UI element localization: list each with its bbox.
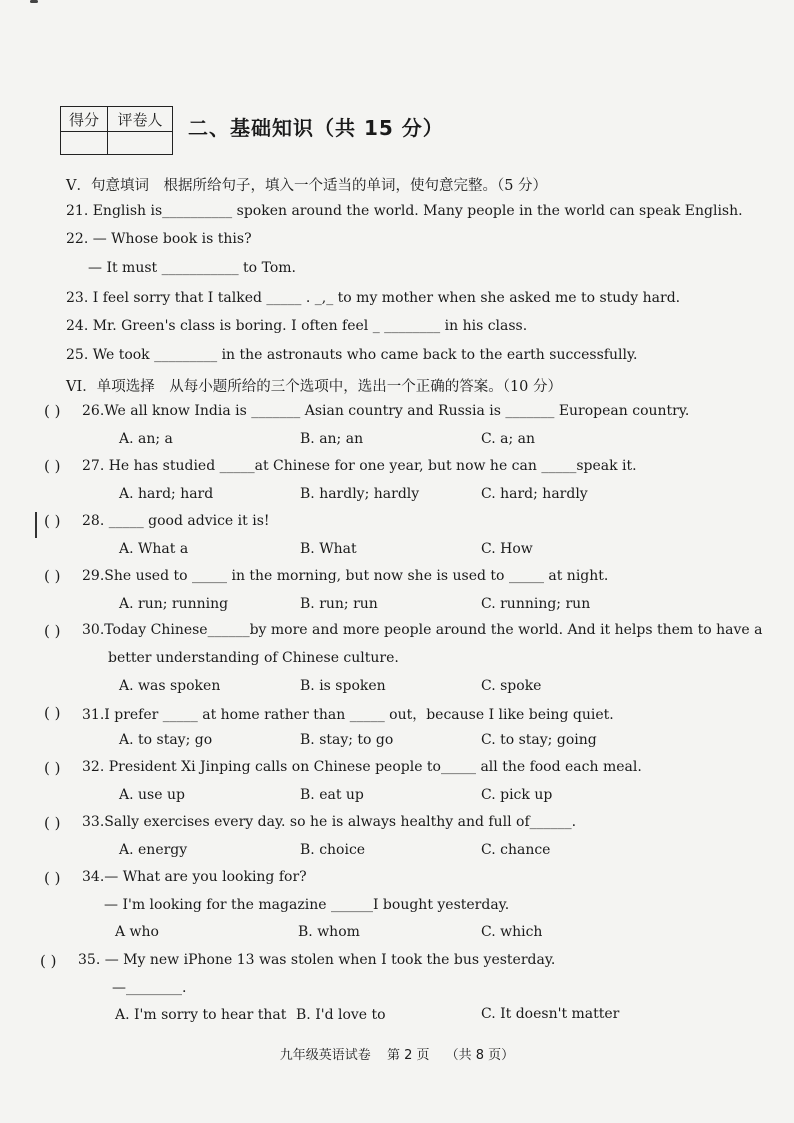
option-35-a: A. I'm sorry to hear that xyxy=(115,1007,287,1023)
option-33-b: B. choice xyxy=(300,842,366,858)
option-33-a: A. energy xyxy=(119,842,188,858)
option-28-b: B. What xyxy=(300,541,357,557)
option-34-a: A who xyxy=(115,924,159,940)
question-35-cont: —________. xyxy=(112,980,187,996)
section6-title: VI．单项选择 从每小题所给的三个选项中，选出一个正确的答案。（10 分） xyxy=(66,379,563,395)
question-25: 25. We took _________ in the astronauts who came back to the earth successfully. xyxy=(66,347,638,363)
question-30: 30.Today Chinese______by more and more people around the world. And it helps them to have a xyxy=(82,622,763,638)
margin-mark xyxy=(35,512,37,538)
question-26: 26.We all know India is _______ Asian country and Russia is _______ European country. xyxy=(82,403,690,419)
option-26-c: C. a; an xyxy=(481,431,535,447)
answer-bracket-35[interactable]: ( ) xyxy=(40,952,57,970)
question-21: 21. English is__________ spoken around the world. Many people in the world can speak English. xyxy=(66,203,743,219)
part-title: 二、基础知识（共 15 分） xyxy=(188,116,444,140)
score-label: 得分 xyxy=(61,107,108,132)
answer-bracket-28[interactable]: ( ) xyxy=(44,512,61,530)
question-28: 28. _____ good advice it is! xyxy=(82,513,270,529)
option-28-a: A. What a xyxy=(119,541,189,557)
option-30-b: B. is spoken xyxy=(300,678,386,694)
score-cell[interactable] xyxy=(61,132,108,155)
question-32: 32. President Xi Jinping calls on Chinese people to_____ all the food each meal. xyxy=(82,759,642,775)
grader-cell[interactable] xyxy=(108,132,173,155)
option-30-a: A. was spoken xyxy=(119,678,221,694)
footer-total-pages: （共 8 页） xyxy=(445,1048,515,1063)
answer-bracket-26[interactable]: ( ) xyxy=(44,402,61,420)
question-33: 33.Sally exercises every day. so he is always healthy and full of______. xyxy=(82,814,577,830)
question-34-cont: — I'm looking for the magazine ______I bought yesterday. xyxy=(104,897,510,913)
option-35-b: B. I'd love to xyxy=(296,1007,386,1023)
option-31-c: C. to stay; going xyxy=(481,732,597,748)
option-29-c: C. running; run xyxy=(481,596,591,612)
score-box xyxy=(60,106,173,155)
question-34: 34.— What are you looking for? xyxy=(82,869,307,885)
option-26-b: B. an; an xyxy=(300,431,364,447)
option-35-c: C. It doesn't matter xyxy=(481,1006,620,1022)
grader-label: 评卷人 xyxy=(108,107,173,132)
footer-exam-name: 九年级英语试卷 xyxy=(279,1048,371,1063)
answer-bracket-34[interactable]: ( ) xyxy=(44,869,61,887)
section5-title: V．句意填词 根据所给句子，填入一个适当的单词，使句意完整。（5 分） xyxy=(66,178,548,194)
question-22b: — It must ___________ to Tom. xyxy=(88,260,296,276)
answer-bracket-30[interactable]: ( ) xyxy=(44,622,61,640)
option-26-a: A. an; a xyxy=(119,431,173,447)
question-30-cont: better understanding of Chinese culture. xyxy=(108,650,399,666)
footer-page-number: 第 2 页 xyxy=(386,1048,430,1063)
answer-bracket-31[interactable]: ( ) xyxy=(44,704,61,722)
option-32-b: B. eat up xyxy=(300,787,364,803)
option-31-b: B. stay; to go xyxy=(300,732,394,748)
option-28-c: C. How xyxy=(481,541,533,557)
option-29-b: B. run; run xyxy=(300,596,378,612)
page-footer xyxy=(0,1044,794,1063)
option-27-a: A. hard; hard xyxy=(119,486,214,502)
answer-bracket-32[interactable]: ( ) xyxy=(44,759,61,777)
option-30-c: C. spoke xyxy=(481,678,542,694)
option-33-c: C. chance xyxy=(481,842,551,858)
question-27: 27. He has studied _____at Chinese for one year, but now he can _____speak it. xyxy=(82,458,637,474)
option-32-c: C. pick up xyxy=(481,787,553,803)
answer-bracket-33[interactable]: ( ) xyxy=(44,814,61,832)
option-34-b: B. whom xyxy=(298,924,360,940)
option-32-a: A. use up xyxy=(119,787,185,803)
option-31-a: A. to stay; go xyxy=(119,732,213,748)
question-29: 29.She used to _____ in the morning, but now she is used to _____ at night. xyxy=(82,568,609,584)
option-29-a: A. run; running xyxy=(119,596,229,612)
answer-bracket-27[interactable]: ( ) xyxy=(44,457,61,475)
scan-mark xyxy=(30,0,38,3)
question-22a: 22. — Whose book is this? xyxy=(66,231,252,247)
question-23: 23. I feel sorry that I talked _____ . _,_ to my mother when she asked me to study hard. xyxy=(66,290,681,306)
option-27-b: B. hardly; hardly xyxy=(300,486,420,502)
option-34-c: C. which xyxy=(481,924,543,940)
option-27-c: C. hard; hardly xyxy=(481,486,588,502)
question-31: 31.I prefer _____ at home rather than _____ out，because I like being quiet. xyxy=(82,707,614,723)
question-35: 35. — My new iPhone 13 was stolen when I took the bus yesterday. xyxy=(78,952,556,968)
question-24: 24. Mr. Green's class is boring. I often feel _ ________ in his class. xyxy=(66,318,528,334)
answer-bracket-29[interactable]: ( ) xyxy=(44,567,61,585)
